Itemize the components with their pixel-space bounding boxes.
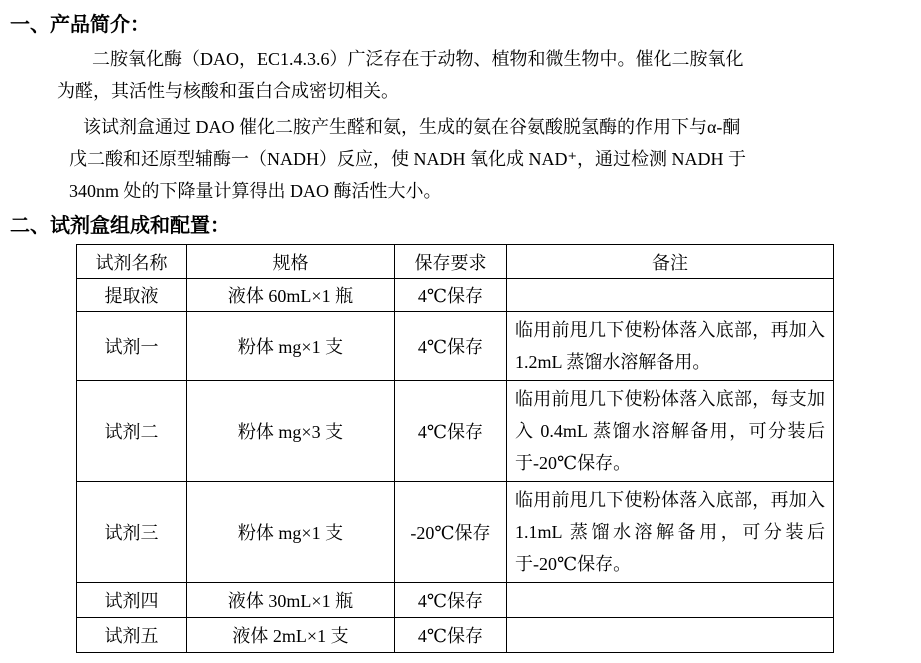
note-cell xyxy=(507,279,834,312)
table-row xyxy=(77,482,834,583)
spec-cell: 液体 2mL×1 支 xyxy=(187,618,395,653)
intro-paragraph-1-line-2: 为醛，其活性与核酸和蛋白合成密切相关。 xyxy=(57,81,399,101)
note-cell: 临用前甩几下使粉体落入底部，再加入 1.1mL 蒸馏水溶解备用，可分装后于-20℃保存。 xyxy=(507,482,834,583)
table-row xyxy=(77,312,834,381)
table-row xyxy=(77,381,834,482)
reagent-name-cell: 试剂一 xyxy=(77,312,187,381)
section-heading-kit-composition: 二、试剂盒组成和配置： xyxy=(10,213,230,237)
header-remarks: 备注 xyxy=(507,245,834,279)
storage-cell: 4℃保存 xyxy=(395,618,507,653)
spec-cell: 粉体 mg×1 支 xyxy=(187,312,395,381)
reagent-name-cell: 试剂三 xyxy=(77,482,187,583)
intro-paragraph-2-line-1: 该试剂盒通过 DAO 催化二胺产生醛和氨，生成的氨在谷氨酸脱氢酶的作用下与α-酮 xyxy=(83,117,741,137)
intro-paragraph-2-line-3: 340nm 处的下降量计算得出 DAO 酶活性大小。 xyxy=(69,181,442,201)
note-cell: 临用前甩几下使粉体落入底部，再加入 1.2mL 蒸馏水溶解备用。 xyxy=(507,312,834,381)
storage-cell: 4℃保存 xyxy=(395,583,507,618)
note-cell xyxy=(507,583,834,618)
spec-cell: 粉体 mg×1 支 xyxy=(187,482,395,583)
storage-cell: 4℃保存 xyxy=(395,381,507,482)
header-reagent-name: 试剂名称 xyxy=(77,245,187,279)
spec-cell: 液体 30mL×1 瓶 xyxy=(187,583,395,618)
storage-cell: 4℃保存 xyxy=(395,279,507,312)
intro-paragraph-2-line-2: 戊二酸和还原型辅酶一（NADH）反应，使 NADH 氧化成 NAD⁺，通过检测 NADH 于 xyxy=(69,149,746,169)
spec-cell: 液体 60mL×1 瓶 xyxy=(187,279,395,312)
spec-cell: 粉体 mg×3 支 xyxy=(187,381,395,482)
reagent-name-cell: 试剂五 xyxy=(77,618,187,653)
header-specification: 规格 xyxy=(187,245,395,279)
storage-cell: 4℃保存 xyxy=(395,312,507,381)
note-cell xyxy=(507,618,834,653)
section-heading-product-intro: 一、产品简介： xyxy=(10,12,150,36)
table-row xyxy=(77,279,834,312)
header-storage: 保存要求 xyxy=(395,245,507,279)
intro-paragraph-1-line-1: 二胺氧化酶（DAO，EC1.4.3.6）广泛存在于动物、植物和微生物中。催化二胺氧化 xyxy=(92,49,744,69)
table-row xyxy=(77,618,834,653)
note-cell: 临用前甩几下使粉体落入底部，每支加入 0.4mL 蒸馏水溶解备用，可分装后于-20℃保存。 xyxy=(507,381,834,482)
table-row xyxy=(77,583,834,618)
storage-cell: -20℃保存 xyxy=(395,482,507,583)
reagent-name-cell: 提取液 xyxy=(77,279,187,312)
kit-composition-table xyxy=(76,244,834,653)
table-header-row xyxy=(77,245,834,279)
reagent-name-cell: 试剂二 xyxy=(77,381,187,482)
reagent-name-cell: 试剂四 xyxy=(77,583,187,618)
